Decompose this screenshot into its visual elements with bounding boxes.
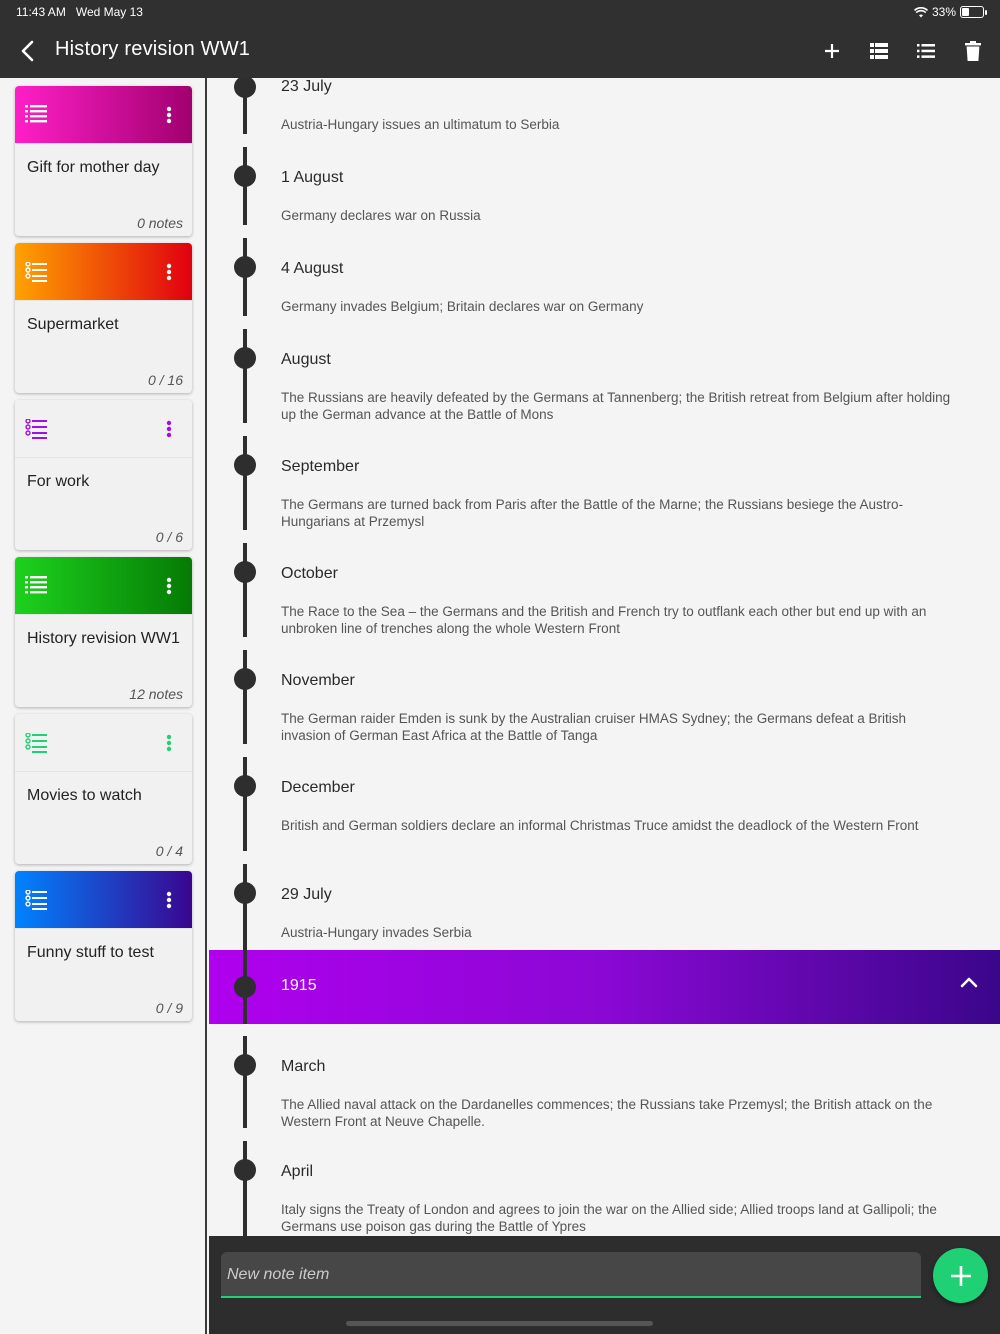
timeline-item[interactable] [209,238,1000,316]
view-list-button[interactable] [864,36,894,66]
timeline-item[interactable] [209,436,1000,530]
timeline-dot [234,561,256,583]
card-header [15,243,192,301]
timeline-date: 29 July [281,886,332,903]
card-count: 12 notes [129,686,183,702]
more-options-button[interactable] [166,734,172,757]
wifi-icon [914,7,928,18]
back-arrow-icon [14,36,44,66]
card-count: 0 / 9 [155,1000,183,1016]
card-title: Supermarket [27,316,119,333]
card-header [15,871,192,929]
add-button[interactable] [817,36,847,66]
status-bar [0,0,1000,24]
timeline-date: 4 August [281,260,344,277]
timeline-item[interactable] [209,757,1000,851]
collapse-button[interactable] [960,975,978,993]
more-options-button[interactable] [166,263,172,286]
more-vert-icon [166,111,172,128]
timeline-description: Austria-Hungary issues an ultimatum to Serbia [281,117,560,132]
card-title: For work [27,473,90,490]
notebook-card[interactable] [15,243,192,393]
more-vert-icon [166,268,172,285]
page-title: History revision WW1 [55,38,251,60]
notebook-card[interactable] [15,714,192,864]
timeline-dot [234,347,256,369]
notebook-card[interactable] [15,871,192,1021]
timeline-dot [234,454,256,476]
timeline-dot [234,1159,256,1181]
timeline-date: September [281,458,360,475]
timeline-date: November [281,672,355,689]
delete-button[interactable] [958,36,988,66]
format-list-button[interactable] [911,36,941,66]
back-button[interactable] [14,36,44,66]
battery-icon [960,6,984,18]
card-title: History revision WW1 [27,630,180,647]
timeline-dot [234,882,256,904]
header-actions [817,36,988,66]
app-header [0,24,1000,78]
timeline-description: The German raider Emden is sunk by the Australian cruiser HMAS Sydney; the Germans defeat a British invasion of German East Africa at the Battle of Tanga [281,711,907,743]
timeline-dot [234,165,256,187]
trash-icon [965,41,981,61]
timeline-line [243,436,247,530]
timeline-dot [234,256,256,278]
card-count: 0 notes [137,215,183,231]
timeline-dot [234,775,256,797]
timeline-date: 23 July [281,78,332,95]
timeline-item[interactable] [209,650,1000,744]
timeline-item[interactable] [209,78,1000,134]
year-label: 1915 [281,977,317,994]
card-header [15,400,192,458]
timeline-description: Germany declares war on Russia [281,208,481,223]
timeline-description: Italy signs the Treaty of London and agrees to join the war on the Allied side; Allied troops land at Gallipoli; the Germans use poison gas during the Battle of Ypres [281,1202,937,1234]
add-icon [950,1265,972,1287]
timeline-description: The Russians are heavily defeated by the Germans at Tannenberg; the British retreat from Belgium after holding up the German advance at the Battle of Mons [281,390,951,422]
timeline-dot [234,976,256,998]
timeline-line [243,543,247,637]
checklist-icon [25,890,49,915]
timeline-description: The Germans are turned back from Paris after the Battle of the Marne; the Russians besiege the Austro-Hungarians at Przemysl [281,497,904,529]
timeline-date: December [281,779,355,796]
card-count: 0 / 4 [155,843,183,859]
card-title: Funny stuff to test [27,944,154,961]
new-note-placeholder: New note item [227,1266,330,1283]
checklist-icon [25,419,49,444]
timeline-description: British and German soldiers declare an informal Christmas Truce amidst the deadlock of the Western Front [281,818,919,833]
notes-list-icon [25,105,49,128]
status-time: 11:43 AM Wed May 13 [16,5,143,19]
notebook-card[interactable] [15,86,192,236]
chevron-up-icon [960,976,978,988]
add-icon [823,42,841,60]
view-list-icon [870,43,888,59]
timeline-date: March [281,1058,326,1075]
new-item-bar [209,1236,1000,1334]
card-header [15,557,192,615]
card-title: Movies to watch [27,787,142,804]
add-note-fab[interactable] [933,1248,988,1303]
timeline-date: August [281,351,331,368]
timeline-item[interactable] [209,1036,1000,1128]
card-header [15,714,192,772]
card-title: Gift for mother day [27,159,160,176]
format-list-icon [917,44,935,58]
notebook-card[interactable] [15,400,192,550]
timeline-date: October [281,565,338,582]
checklist-icon [25,733,49,758]
timeline-dot [234,668,256,690]
timeline-description: Austria-Hungary invades Serbia [281,925,472,940]
timeline-item[interactable] [209,543,1000,637]
timeline-line [243,1036,247,1128]
notebook-sidebar [0,78,207,1334]
battery-percent: 33% [931,5,956,19]
more-vert-icon [166,896,172,913]
timeline-item[interactable] [209,864,1000,950]
timeline-date: April [281,1163,314,1180]
more-vert-icon [166,425,172,442]
more-options-button[interactable] [166,891,172,914]
more-vert-icon [166,739,172,756]
timeline-line [243,650,247,744]
status-right [914,5,984,19]
timeline-line [243,1141,247,1236]
card-count: 0 / 6 [155,529,183,545]
home-indicator [346,1321,653,1326]
card-count: 0 / 16 [147,372,183,388]
card-header [15,86,192,144]
timeline-item[interactable] [209,147,1000,225]
timeline-line [243,329,247,423]
year-section-header[interactable] [209,950,1000,1024]
notes-list-icon [25,576,49,599]
new-note-input[interactable] [221,1252,921,1298]
timeline-dot [234,78,256,98]
timeline-date: 1 August [281,169,344,186]
timeline-panel [209,78,1000,1236]
timeline-dot [234,1054,256,1076]
more-options-button[interactable] [166,106,172,129]
timeline-description: Germany invades Belgium; Britain declares war on Germany [281,299,644,314]
timeline-description: The Race to the Sea – the Germans and the British and French try to outflank each other but end up with an unbroken line of trenches along the whole Western Front [281,604,927,636]
timeline-item[interactable] [209,329,1000,423]
timeline-line [243,864,247,950]
more-options-button[interactable] [166,420,172,443]
checklist-icon [25,262,49,287]
more-vert-icon [166,582,172,599]
timeline-item[interactable] [209,1141,1000,1236]
notebook-card[interactable] [15,557,192,707]
timeline-line [243,757,247,851]
more-options-button[interactable] [166,577,172,600]
timeline-description: The Allied naval attack on the Dardanelles commences; the Russians take Przemysl; the British attack on the Western Front at Neuve Chapelle. [281,1097,933,1129]
